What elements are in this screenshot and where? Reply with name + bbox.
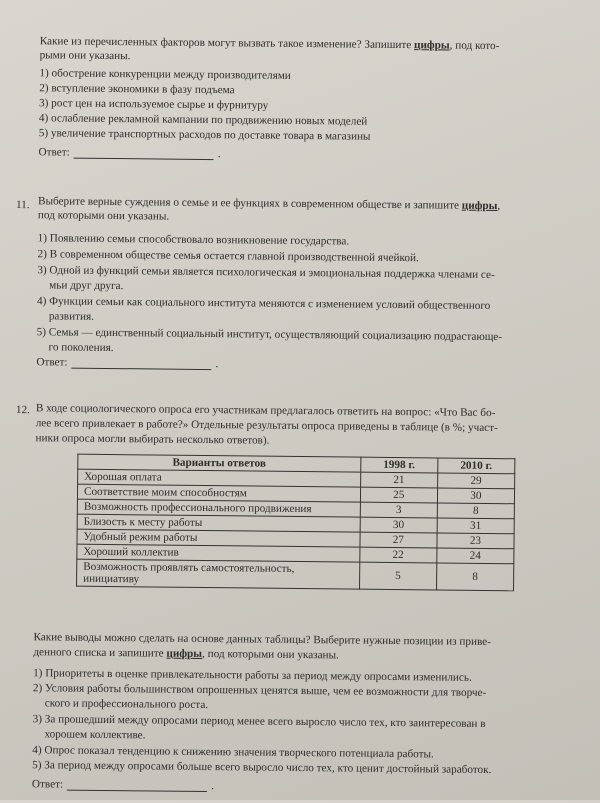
answer-label: Ответ: bbox=[31, 778, 64, 791]
q11-number: 11. bbox=[15, 199, 30, 212]
table-cell-2010: 31 bbox=[437, 518, 514, 534]
survey-table bbox=[76, 454, 515, 592]
table-cell-2010: 24 bbox=[437, 548, 514, 564]
q12-after-line1: Какие выводы можно сделать на основе данных таблицы? Выберите нужные позиции из приве- bbox=[33, 631, 491, 649]
answer-label: Ответ: bbox=[38, 146, 70, 159]
q11-option-cont: мьи друг друга. bbox=[49, 279, 124, 293]
table-header: Варианты ответов bbox=[78, 454, 361, 472]
table-cell-label: Хорошая оплата bbox=[78, 469, 361, 487]
q10-option: 4) ослабление рекламной кампании по продвижению новых моделей bbox=[38, 112, 368, 128]
table-cell-label: Возможность профессионального продвижения bbox=[77, 499, 360, 517]
table-cell-label: Удобный режим работы bbox=[77, 529, 360, 547]
table-cell-1998: 30 bbox=[360, 517, 437, 533]
table-cell-2010: 8 bbox=[437, 503, 514, 519]
table-cell-2010: 8 bbox=[436, 563, 513, 591]
q12-option: 4) Опрос показал тенденцию к снижению значения творческого потенциала работы. bbox=[32, 744, 434, 761]
q10-answer-row[interactable]: Ответ: . bbox=[38, 146, 221, 161]
q11-option: 2) В современном обществе семья остается главной производственной ячейкой. bbox=[37, 248, 419, 265]
q11-option-cont: развития. bbox=[48, 310, 95, 323]
table-cell-1998: 3 bbox=[360, 502, 437, 518]
answer-line[interactable] bbox=[74, 148, 214, 160]
table-row bbox=[77, 559, 514, 591]
q12-option: 3) За прошедший между опросами период менее всего выросло число тех, кто заинтересован в bbox=[32, 713, 486, 730]
table-cell-label: Хороший коллектив bbox=[77, 544, 360, 562]
q11-answer-row[interactable]: Ответ: . bbox=[36, 356, 219, 371]
table-cell-2010: 29 bbox=[437, 473, 514, 489]
q11-option: 4) Функции семьи как социального института меняются с изменением условий общественного bbox=[36, 295, 491, 312]
q10-intro-line2: рыми они указаны. bbox=[39, 49, 131, 63]
table-cell-label: Близость к месту работы bbox=[77, 514, 360, 532]
table-header: 1998 г. bbox=[360, 457, 437, 473]
table-cell-2010: 30 bbox=[437, 488, 514, 504]
q12-option: 2) Условия работы большинством опрошенных ценятся выше, чем ее возможности для творче- bbox=[32, 682, 487, 699]
q12-intro: В ходе социологического опроса его участникам предлагалось ответить на вопрос: «Что Вас бо- bbox=[35, 402, 496, 420]
q11-option-cont: го поколения. bbox=[48, 341, 114, 355]
table-cell-1998: 22 bbox=[360, 547, 437, 563]
table-header: 2010 г. bbox=[438, 458, 515, 474]
q12-option-cont: хорошем коллективе. bbox=[44, 728, 146, 742]
q11-option: 5) Семья — единственный социальный институт, осуществляющий социализацию подрастающе- bbox=[36, 326, 503, 344]
q10-option: 1) обострение конкуренции между производителями bbox=[39, 67, 291, 82]
answer-line[interactable] bbox=[71, 358, 211, 370]
q11-intro-line1: Выберите верные суждения о семье и ее функциях в современном обществе и запишите цифры, bbox=[38, 195, 501, 213]
answer-label: Ответ: bbox=[36, 356, 68, 369]
q12-answer-row[interactable]: Ответ: . bbox=[31, 778, 214, 793]
table-cell-1998: 27 bbox=[360, 532, 437, 548]
q12-option-cont: ского и профессионального роста. bbox=[44, 697, 209, 712]
table-cell-2010: 23 bbox=[437, 533, 514, 549]
table-cell-1998: 21 bbox=[360, 472, 437, 488]
q12-option: 5) За период между опросами больше всего выросло число тех, кто ценит достойный заработок. bbox=[32, 759, 492, 777]
q12-number: 12. bbox=[15, 404, 30, 417]
table-cell-1998: 25 bbox=[360, 487, 437, 503]
q12-after-line2: денного списка и запишите цифры, под которыми они указаны. bbox=[33, 646, 339, 662]
q10-option: 5) увеличение транспортных расходов по доставке товара в магазины bbox=[38, 127, 371, 143]
answer-line[interactable] bbox=[67, 780, 207, 792]
table-cell-1998: 5 bbox=[359, 562, 436, 590]
q12-intro: ники опроса могли выбирать несколько ответов). bbox=[35, 432, 270, 447]
q11-option: 3) Одной из функций семьи является психологическая и эмоциональная поддержка членами се- bbox=[37, 264, 495, 282]
q12-option: 1) Приоритеты в оценке привлекательности работы за период между опросами изменились. bbox=[33, 667, 472, 684]
q10-intro-line1: Какие из перечисленных факторов могут вызвать такое изменение? Запишите цифры, под кото- bbox=[39, 35, 500, 53]
table-cell-label: Соответствие моим способностям bbox=[77, 484, 360, 502]
table-cell-label: Возможность проявлять самостоятельность, инициативу bbox=[77, 559, 360, 589]
q11-intro-line2: под которыми они указаны. bbox=[37, 209, 170, 223]
q12-intro: лее всего привлекает в работе?» Отдельные результаты опроса приведены в таблице (в %; участ- bbox=[35, 417, 498, 435]
q10-option: 2) вступление экономики в фазу подъема bbox=[39, 82, 235, 97]
q11-option: 1) Появлению семьи способствовало возникновение государства. bbox=[37, 232, 350, 248]
q10-option: 3) рост цен на используемое сырье и фурнитуру bbox=[39, 97, 269, 112]
